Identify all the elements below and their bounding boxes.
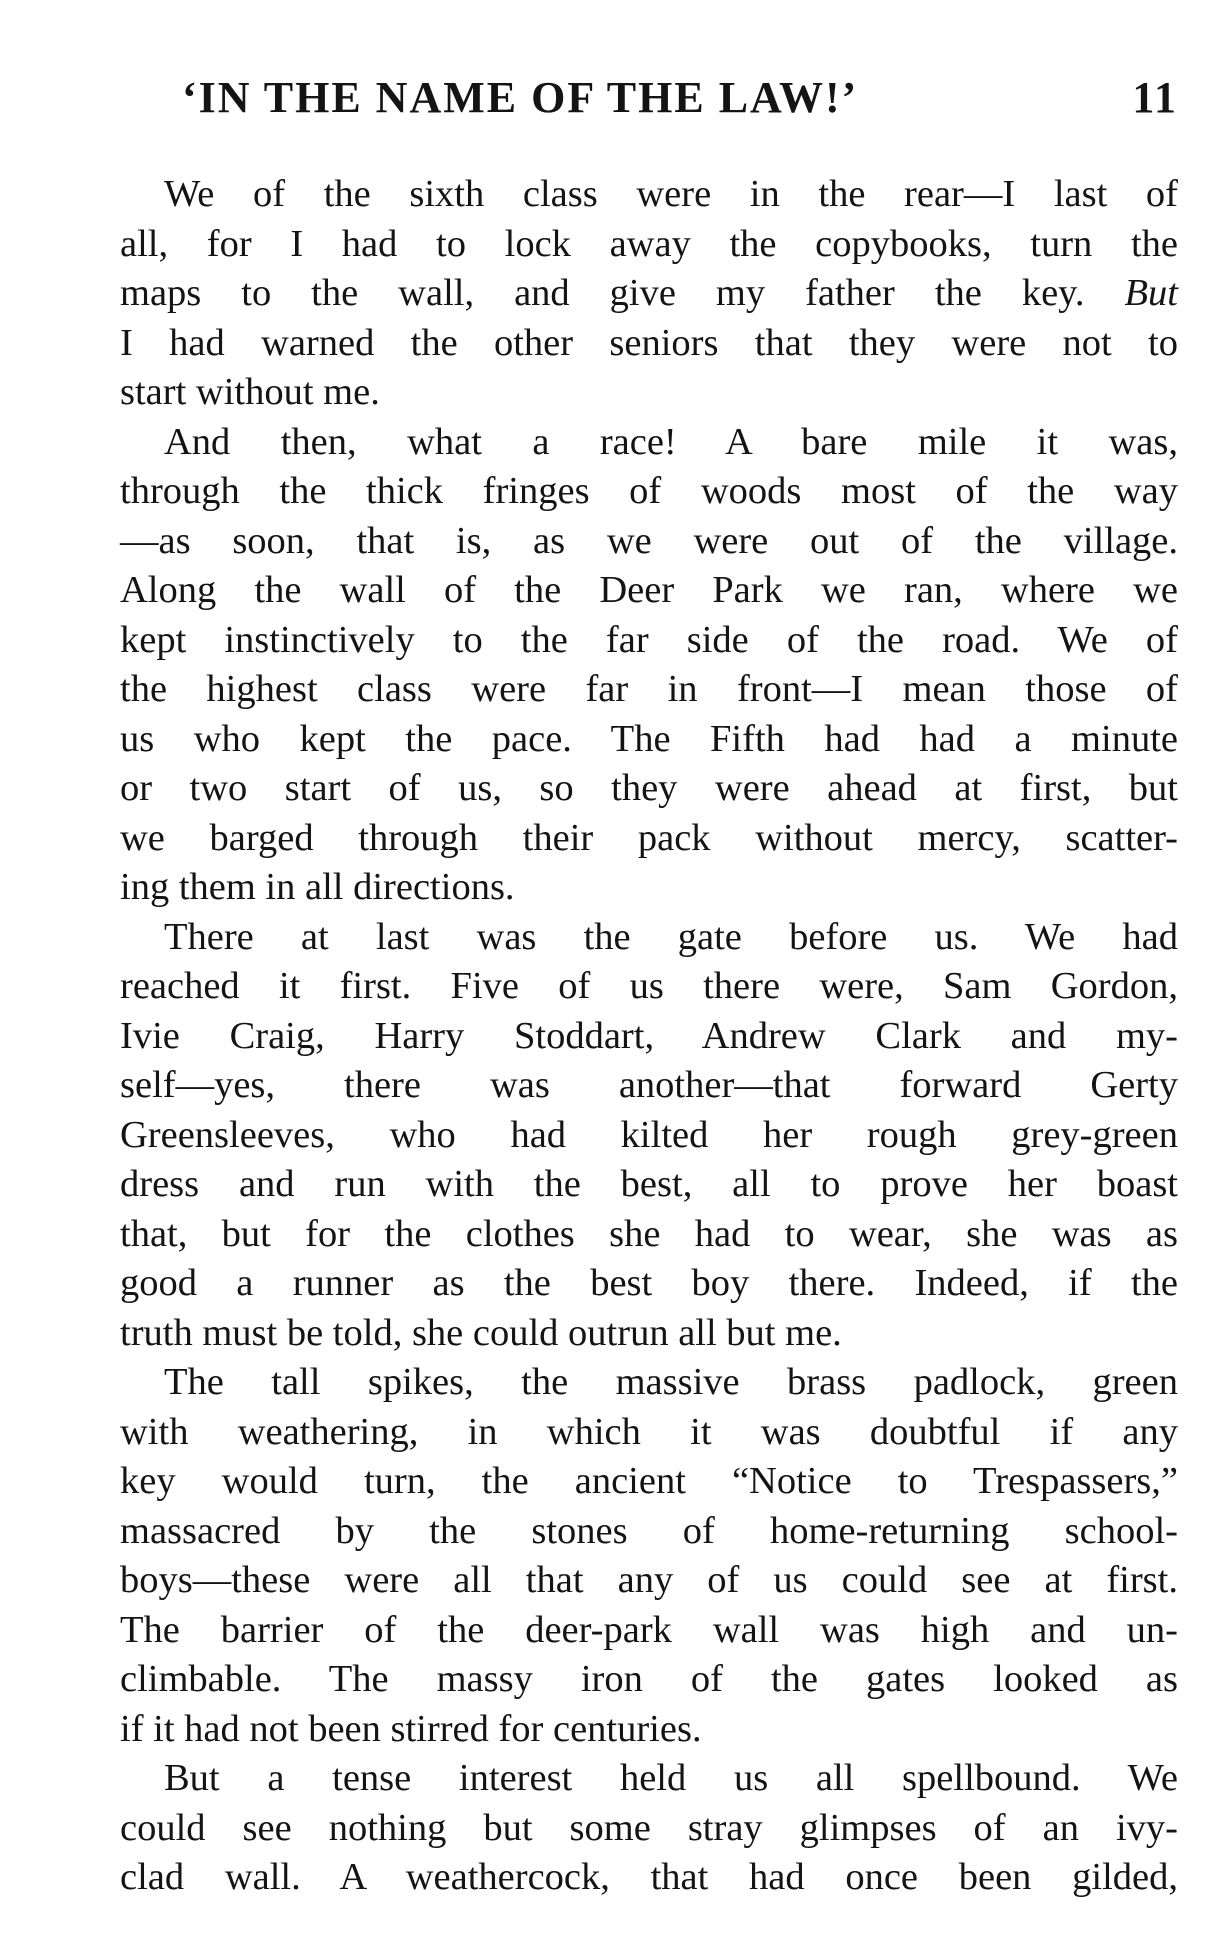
text-line bbox=[120, 1259, 1178, 1309]
text-line bbox=[120, 616, 1178, 666]
paragraph-first-line bbox=[120, 1754, 1178, 1804]
line-text: all, for I had to lock away the copybooks, turn the bbox=[120, 222, 1178, 265]
line-text: start without me. bbox=[120, 371, 380, 413]
line-text: we barged through their pack without mercy, scatter- bbox=[120, 816, 1178, 859]
text-line bbox=[120, 368, 1178, 418]
body-text bbox=[120, 170, 1178, 1903]
text-line bbox=[120, 1705, 1178, 1755]
text-line bbox=[120, 1556, 1178, 1606]
text-line bbox=[120, 863, 1178, 913]
line-text: that, but for the clothes she had to wear, she was as bbox=[120, 1212, 1178, 1255]
italic-word: But bbox=[1124, 272, 1178, 314]
line-text: The barrier of the deer-park wall was high and un- bbox=[120, 1608, 1178, 1651]
line-text: key would turn, the ancient “Notice to Trespassers,” bbox=[120, 1460, 1178, 1502]
line-text: maps to the wall, and give my father the key. bbox=[120, 272, 1085, 314]
text-line bbox=[120, 1853, 1178, 1903]
text-line bbox=[120, 1061, 1178, 1111]
line-text: massacred by the stones of home-returning school- bbox=[120, 1509, 1178, 1552]
line-text: climbable. The massy iron of the gates looked as bbox=[120, 1658, 1178, 1700]
text-line bbox=[120, 1655, 1178, 1705]
line-text: us who kept the pace. The Fifth had had a minute bbox=[120, 717, 1178, 760]
line-text: I had warned the other seniors that they were not to bbox=[120, 321, 1178, 364]
line-text: reached it first. Five of us there were, Sam Gordon, bbox=[120, 965, 1178, 1007]
line-text: We of the sixth class were in the rear—I last of bbox=[164, 173, 1178, 215]
text-line bbox=[120, 467, 1178, 517]
line-text: truth must be told, she could outrun all but me. bbox=[120, 1311, 842, 1354]
paragraph-first-line bbox=[120, 418, 1178, 468]
line-text: if it had not been stirred for centuries. bbox=[120, 1707, 702, 1750]
paragraph-first-line bbox=[120, 170, 1178, 220]
chapter-title: ‘IN THE NAME OF THE LAW!’ bbox=[182, 73, 859, 122]
text-line bbox=[120, 1012, 1178, 1062]
text-line bbox=[120, 665, 1178, 715]
text-line bbox=[120, 566, 1178, 616]
line-text: There at last was the gate before us. We had bbox=[164, 915, 1178, 958]
text-line bbox=[120, 1507, 1178, 1557]
line-text: But a tense interest held us all spellbound. We bbox=[164, 1757, 1178, 1799]
line-text: Along the wall of the Deer Park we ran, where we bbox=[120, 569, 1178, 611]
line-text: the highest class were far in front—I mean those of bbox=[120, 668, 1178, 710]
text-line bbox=[120, 1111, 1178, 1161]
text-line bbox=[120, 269, 1178, 319]
text-line bbox=[120, 517, 1178, 567]
text-line bbox=[120, 1309, 1178, 1359]
text-line bbox=[120, 764, 1178, 814]
line-text: boys—these were all that any of us could see at first. bbox=[120, 1559, 1178, 1601]
text-line bbox=[120, 962, 1178, 1012]
line-text: Greensleeves, who had kilted her rough grey-green bbox=[120, 1113, 1178, 1156]
text-line bbox=[120, 319, 1178, 369]
running-head bbox=[120, 72, 1178, 132]
line-text: dress and run with the best, all to prove her boast bbox=[120, 1163, 1178, 1205]
line-text: kept instinctively to the far side of the road. We of bbox=[120, 618, 1178, 661]
text-line bbox=[120, 715, 1178, 765]
line-text: clad wall. A weathercock, that had once been gilded, bbox=[120, 1856, 1178, 1898]
text-line bbox=[120, 1160, 1178, 1210]
paragraph-first-line bbox=[120, 913, 1178, 963]
text-line bbox=[120, 1606, 1178, 1656]
line-text: good a runner as the best boy there. Indeed, if the bbox=[120, 1262, 1178, 1304]
text-line bbox=[120, 814, 1178, 864]
line-text: Ivie Craig, Harry Stoddart, Andrew Clark and my- bbox=[120, 1014, 1178, 1057]
text-line bbox=[120, 220, 1178, 270]
line-text: through the thick fringes of woods most of the way bbox=[120, 470, 1178, 512]
text-line bbox=[120, 1408, 1178, 1458]
line-text: —as soon, that is, as we were out of the village. bbox=[120, 519, 1178, 562]
line-text: The tall spikes, the massive brass padlock, green bbox=[164, 1361, 1178, 1403]
line-text: with weathering, in which it was doubtful if any bbox=[120, 1410, 1178, 1453]
text-line bbox=[120, 1804, 1178, 1854]
text-line bbox=[120, 1457, 1178, 1507]
page-number: 11 bbox=[1132, 73, 1178, 122]
line-text: could see nothing but some stray glimpses of an ivy- bbox=[120, 1806, 1178, 1849]
line-text: ing them in all directions. bbox=[120, 866, 515, 908]
line-text: self—yes, there was another—that forward Gerty bbox=[120, 1064, 1178, 1106]
line-text: And then, what a race! A bare mile it was, bbox=[164, 420, 1178, 463]
text-line bbox=[120, 1210, 1178, 1260]
paragraph-first-line bbox=[120, 1358, 1178, 1408]
line-text: or two start of us, so they were ahead at first, but bbox=[120, 767, 1178, 809]
